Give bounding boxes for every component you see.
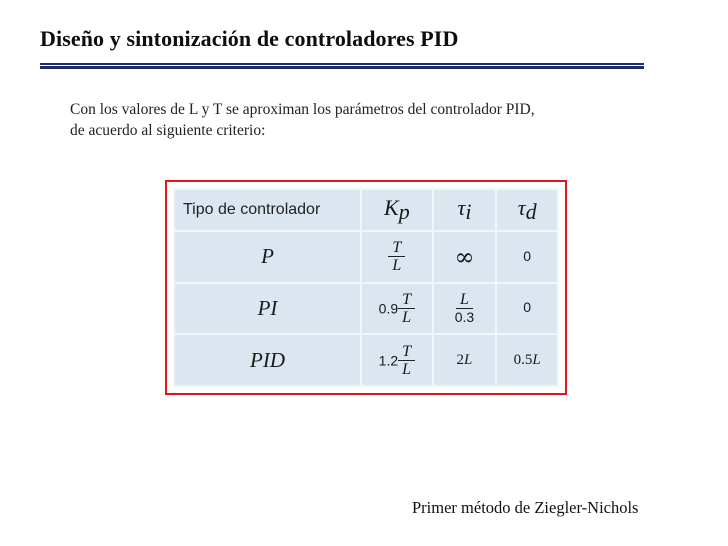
tau-i-fraction	[451, 291, 478, 326]
ziegler-nichols-table	[173, 188, 559, 387]
kp-fraction	[398, 291, 415, 326]
tau-i-variable: L	[464, 352, 473, 369]
kp-symbol: K	[384, 194, 399, 220]
intro-text	[70, 99, 710, 141]
cell-tau-d	[496, 283, 558, 335]
kp-numerator: T	[388, 239, 405, 257]
controller-type-label: P	[261, 244, 274, 269]
tau-i-subscript: i	[465, 199, 472, 225]
cell-type	[174, 334, 361, 386]
slide-title: Diseño y sintonización de controladores PID	[40, 26, 459, 51]
cell-tau-d	[496, 334, 558, 386]
kp-fraction	[398, 343, 415, 378]
footer-caption: Primer método de Ziegler-Nichols	[412, 498, 639, 517]
cell-kp	[361, 334, 433, 386]
header-kp	[361, 189, 433, 231]
tau-d-symbol: τ	[517, 194, 526, 220]
kp-numerator: T	[398, 291, 415, 309]
tau-i-denominator: 0.3	[454, 308, 475, 325]
kp-coefficient: 1.2	[378, 352, 399, 369]
kp-denominator: L	[402, 308, 412, 326]
tau-d-variable: L	[532, 352, 541, 369]
cell-kp	[361, 231, 433, 283]
header-tau-i	[433, 189, 497, 231]
cell-tau-i	[433, 334, 497, 386]
infinity-symbol: ∞	[454, 242, 475, 271]
controller-type-label: PID	[250, 347, 286, 372]
table-header-row	[174, 189, 558, 231]
cell-tau-i	[433, 283, 497, 335]
cell-type	[174, 231, 361, 283]
table-row-pid	[174, 334, 558, 386]
header-controller-type: Tipo de controlador	[174, 189, 361, 231]
intro-line-1: Con los valores de L y T se aproximan los parámetros del controlador PID,	[70, 101, 535, 118]
title-underline-thin	[40, 63, 644, 65]
tau-d-coefficient: 0.5	[513, 352, 533, 369]
header-tau-d	[496, 189, 558, 231]
intro-line-2: de acuerdo al siguiente criterio:	[70, 122, 266, 139]
tau-i-symbol: τ	[457, 194, 466, 220]
tau-d-subscript: d	[525, 199, 537, 225]
kp-denominator: L	[402, 360, 412, 378]
kp-subscript: p	[398, 199, 410, 225]
kp-denominator: L	[392, 257, 402, 275]
tau-i-numerator: L	[456, 291, 473, 309]
title-underline-thick	[40, 66, 644, 69]
table-row-p	[174, 231, 558, 283]
kp-fraction	[388, 239, 405, 274]
cell-tau-i	[433, 231, 497, 283]
tau-i-coefficient: 2	[456, 352, 465, 369]
table-row-pi	[174, 283, 558, 335]
controller-type-label: PI	[257, 295, 278, 320]
cell-type	[174, 283, 361, 335]
criteria-table-frame	[165, 180, 567, 395]
tau-d-value: 0	[523, 247, 532, 264]
kp-numerator: T	[398, 343, 415, 361]
kp-coefficient: 0.9	[378, 300, 399, 317]
tau-d-value: 0	[523, 299, 532, 316]
cell-kp	[361, 283, 433, 335]
cell-tau-d	[496, 231, 558, 283]
